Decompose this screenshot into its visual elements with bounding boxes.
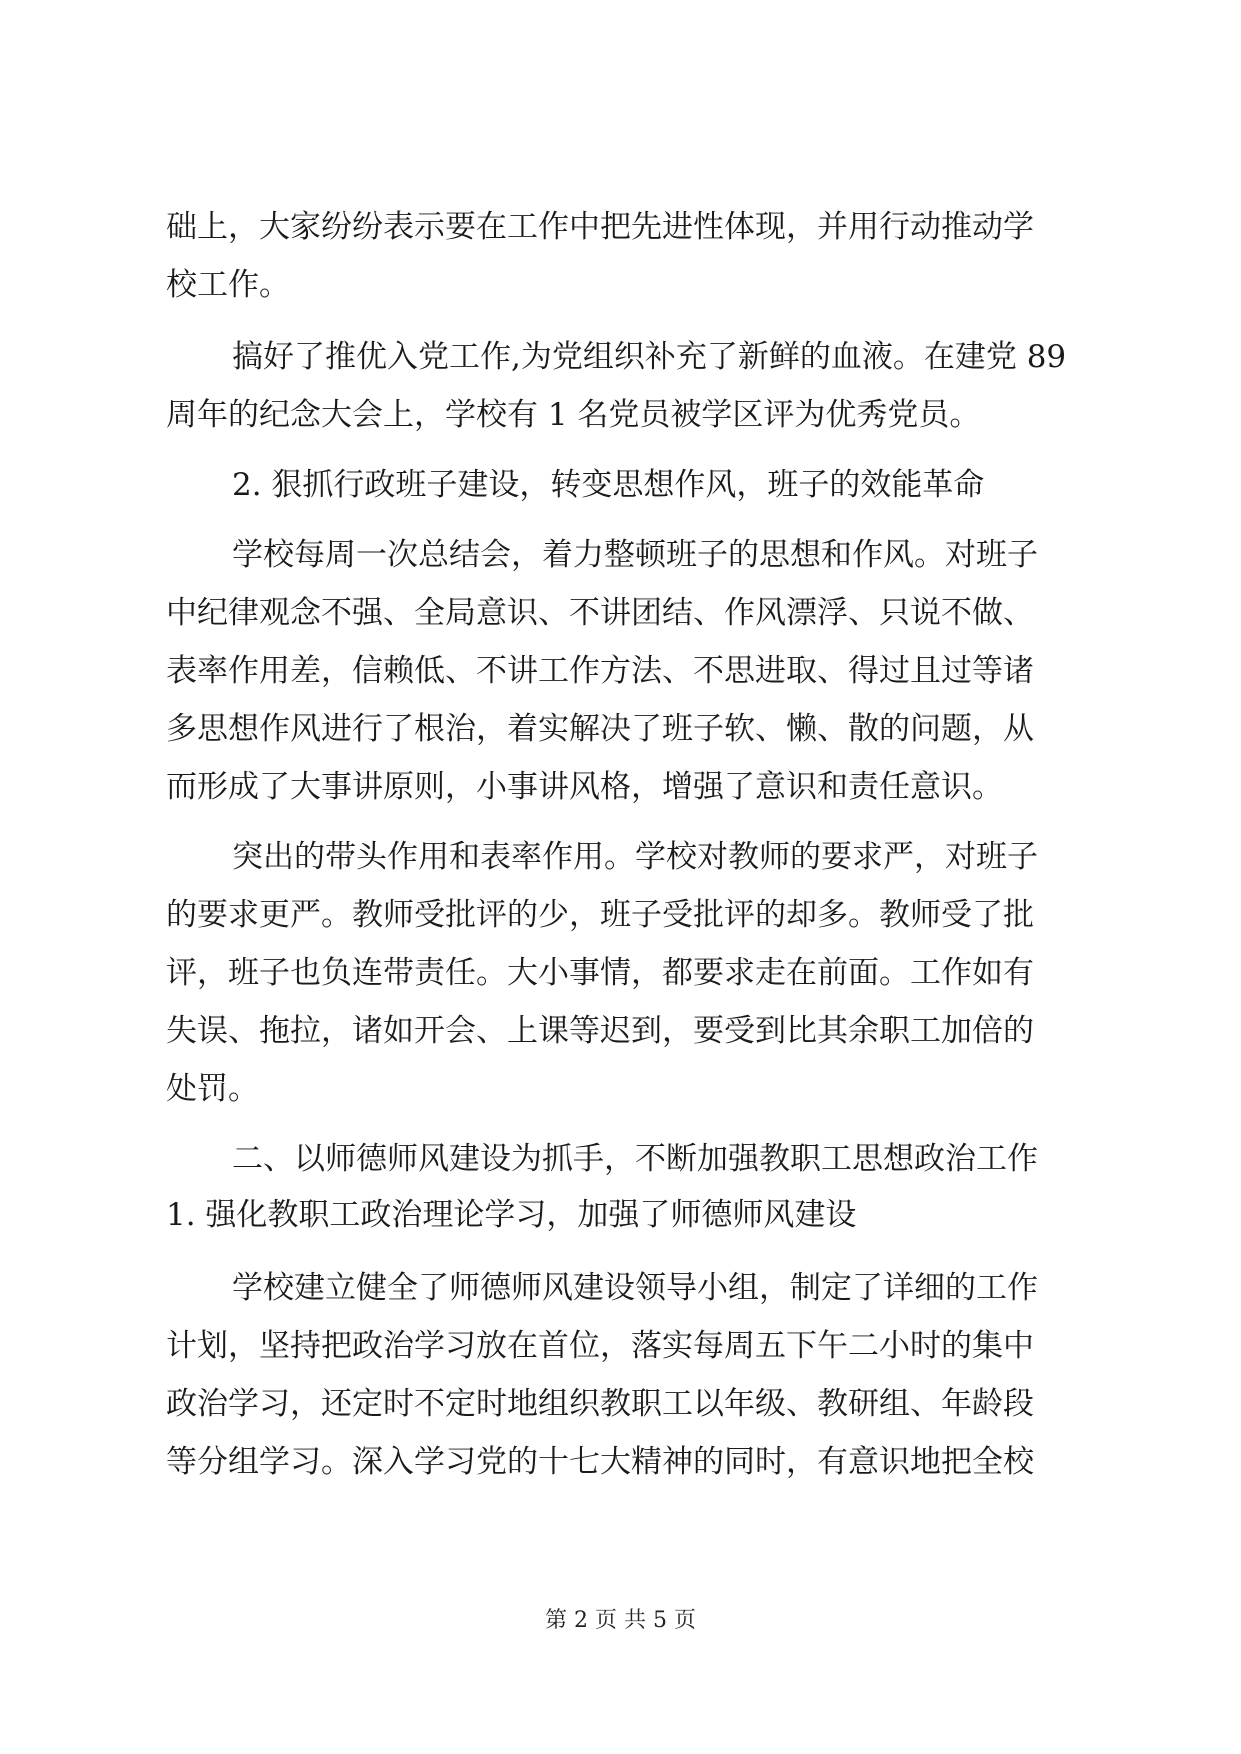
text-line: 计划，坚持把政治学习放在首位，落实每周五下午二小时的集中 [166, 1328, 1034, 1364]
page-number: 第 2 页 共 5 页 [545, 1608, 696, 1633]
text-line: 中纪律观念不强、全局意识、不讲团结、作风漂浮、只说不做、 [166, 595, 1034, 631]
text-line: 搞好了推优入党工作,为党组织补充了新鲜的血液。在建党 89 [232, 339, 1067, 375]
text-line: 础上，大家纷纷表示要在工作中把先进性体现，并用行动推动学 [166, 209, 1034, 245]
section-heading: 1. 强化教职工政治理论学习，加强了师德师风建设 [166, 1197, 857, 1233]
text-line: 的要求更严。教师受批评的少，班子受批评的却多。教师受了批 [166, 897, 1034, 933]
text-line: 而形成了大事讲原则，小事讲风格，增强了意识和责任意识。 [166, 769, 1003, 805]
text-line: 表率作用差，信赖低、不讲工作方法、不思进取、得过且过等诸 [166, 653, 1034, 689]
text-line: 校工作。 [166, 267, 290, 303]
section-heading: 2. 狠抓行政班子建设，转变思想作风，班子的效能革命 [232, 467, 985, 503]
text-line: 等分组学习。深入学习党的十七大精神的同时，有意识地把全校 [166, 1444, 1034, 1480]
text-line: 失误、拖拉，诸如开会、上课等迟到，要受到比其余职工加倍的 [166, 1013, 1034, 1049]
text-line: 处罚。 [166, 1071, 259, 1107]
section-heading: 二、以师德师风建设为抓手，不断加强教职工思想政治工作 [232, 1141, 1038, 1177]
text-line: 学校每周一次总结会，着力整顿班子的思想和作风。对班子 [232, 537, 1038, 573]
text-line: 政治学习，还定时不定时地组织教职工以年级、教研组、年龄段 [166, 1386, 1034, 1422]
text-line: 学校建立健全了师德师风建设领导小组，制定了详细的工作 [232, 1270, 1038, 1306]
text-line: 评，班子也负连带责任。大小事情，都要求走在前面。工作如有 [166, 955, 1034, 991]
text-line: 多思想作风进行了根治，着实解决了班子软、懒、散的问题，从 [166, 711, 1034, 747]
text-line: 周年的纪念大会上，学校有 1 名党员被学区评为优秀党员。 [166, 397, 981, 433]
text-line: 突出的带头作用和表率作用。学校对教师的要求严，对班子 [232, 839, 1038, 875]
